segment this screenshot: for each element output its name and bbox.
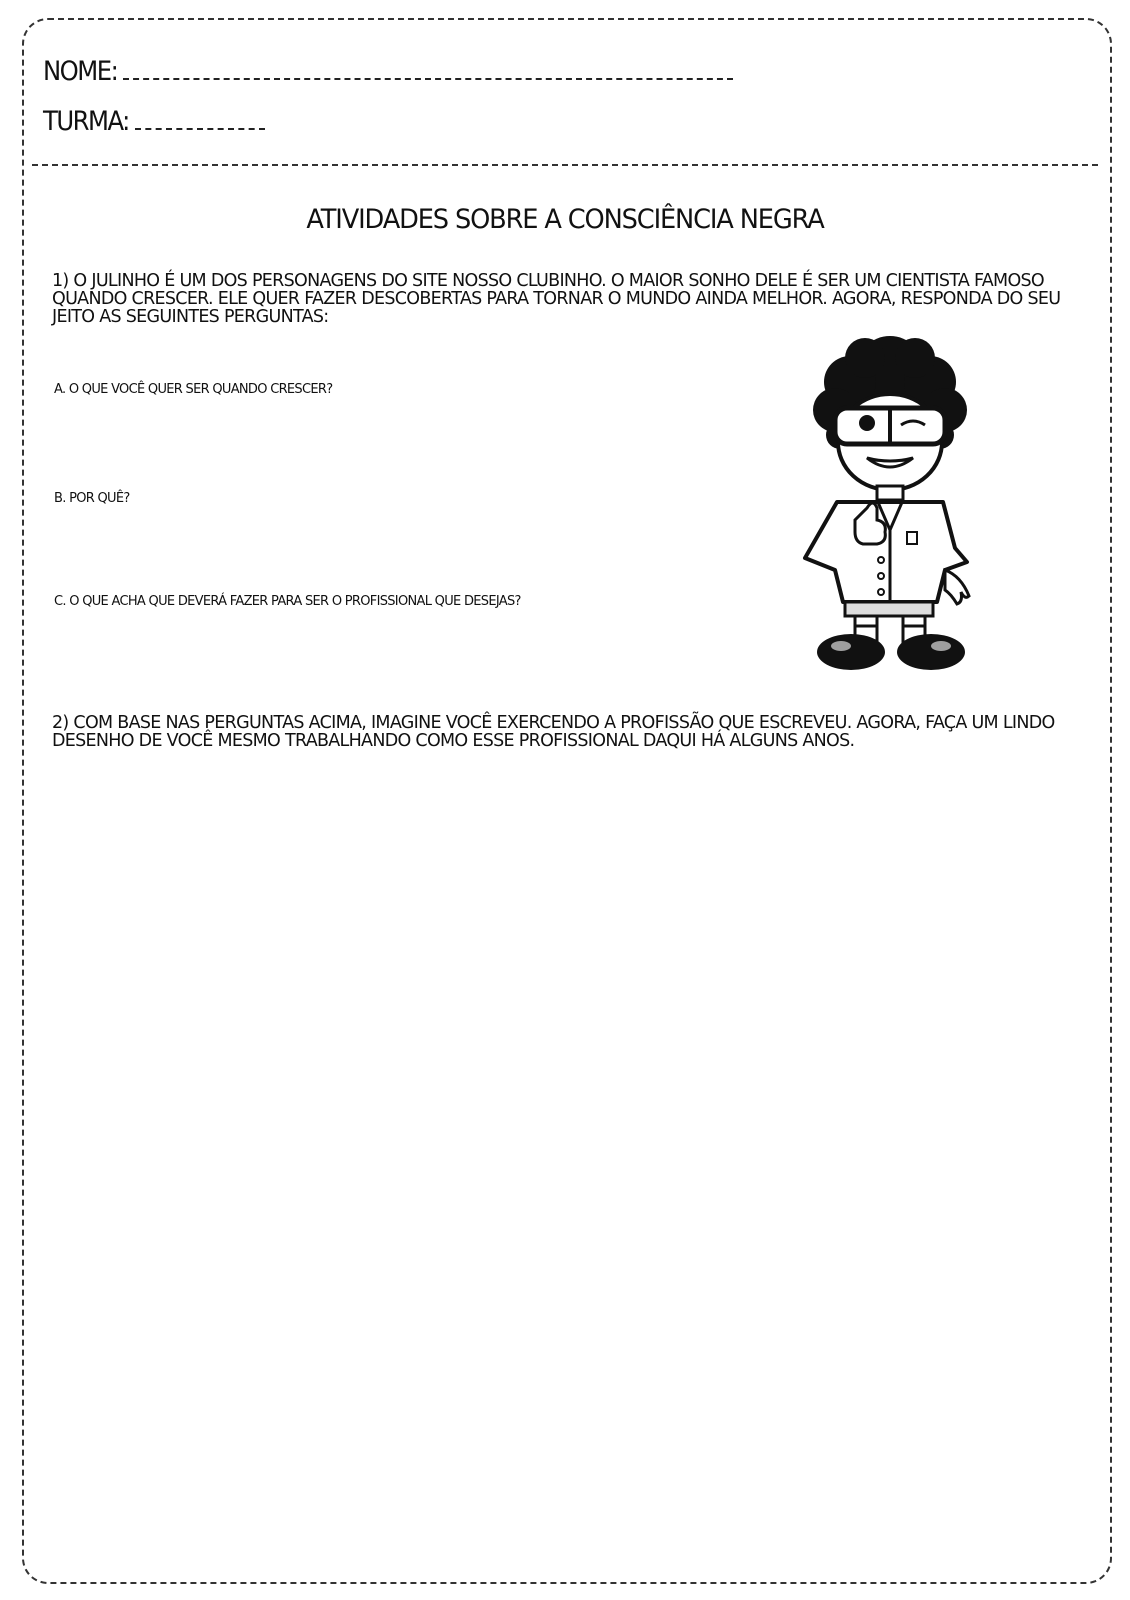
name-field <box>43 56 733 87</box>
header-divider <box>32 164 1098 166</box>
name-answer-line[interactable] <box>123 78 733 80</box>
worksheet-title: ATIVIDADES SOBRE A CONSCIÊNCIA NEGRA <box>306 204 824 235</box>
class-answer-line[interactable] <box>135 128 265 130</box>
name-label: NOME: <box>43 56 118 87</box>
class-label: TURMA: <box>43 106 129 137</box>
question-2-text: 2) COM BASE NAS PERGUNTAS ACIMA, IMAGINE VOCÊ EXERCENDO A PROFISSÃO QUE ESCREVEU. AGORA, FAÇA UM LINDO DESENHO DE VOCÊ MESMO TRABALHANDO COMO ESSE PROFISSIONAL DAQUI HÁ ALGUNS ANOS. <box>52 713 1055 751</box>
question-1a: A. O QUE VOCÊ QUER SER QUANDO CRESCER? <box>54 382 333 397</box>
question-1b: B. POR QUÊ? <box>54 491 130 506</box>
class-field <box>43 106 265 137</box>
scientist-boy-illustration <box>795 330 985 680</box>
question-1c: C. O QUE ACHA QUE DEVERÁ FAZER PARA SER O PROFISSIONAL QUE DESEJAS? <box>54 594 521 609</box>
question-1-text: 1) O JULINHO É UM DOS PERSONAGENS DO SITE NOSSO CLUBINHO. O MAIOR SONHO DELE É SER UM CIENTISTA FAMOSO QUANDO CRESCER. ELE QUER FAZER DESCOBERTAS PARA TORNAR O MUNDO AINDA MELHOR. AGORA, RESPONDA DO SEU JEITO AS SEGUINTES PERGUNTAS: <box>52 271 1061 327</box>
worksheet-border <box>22 18 1112 1584</box>
